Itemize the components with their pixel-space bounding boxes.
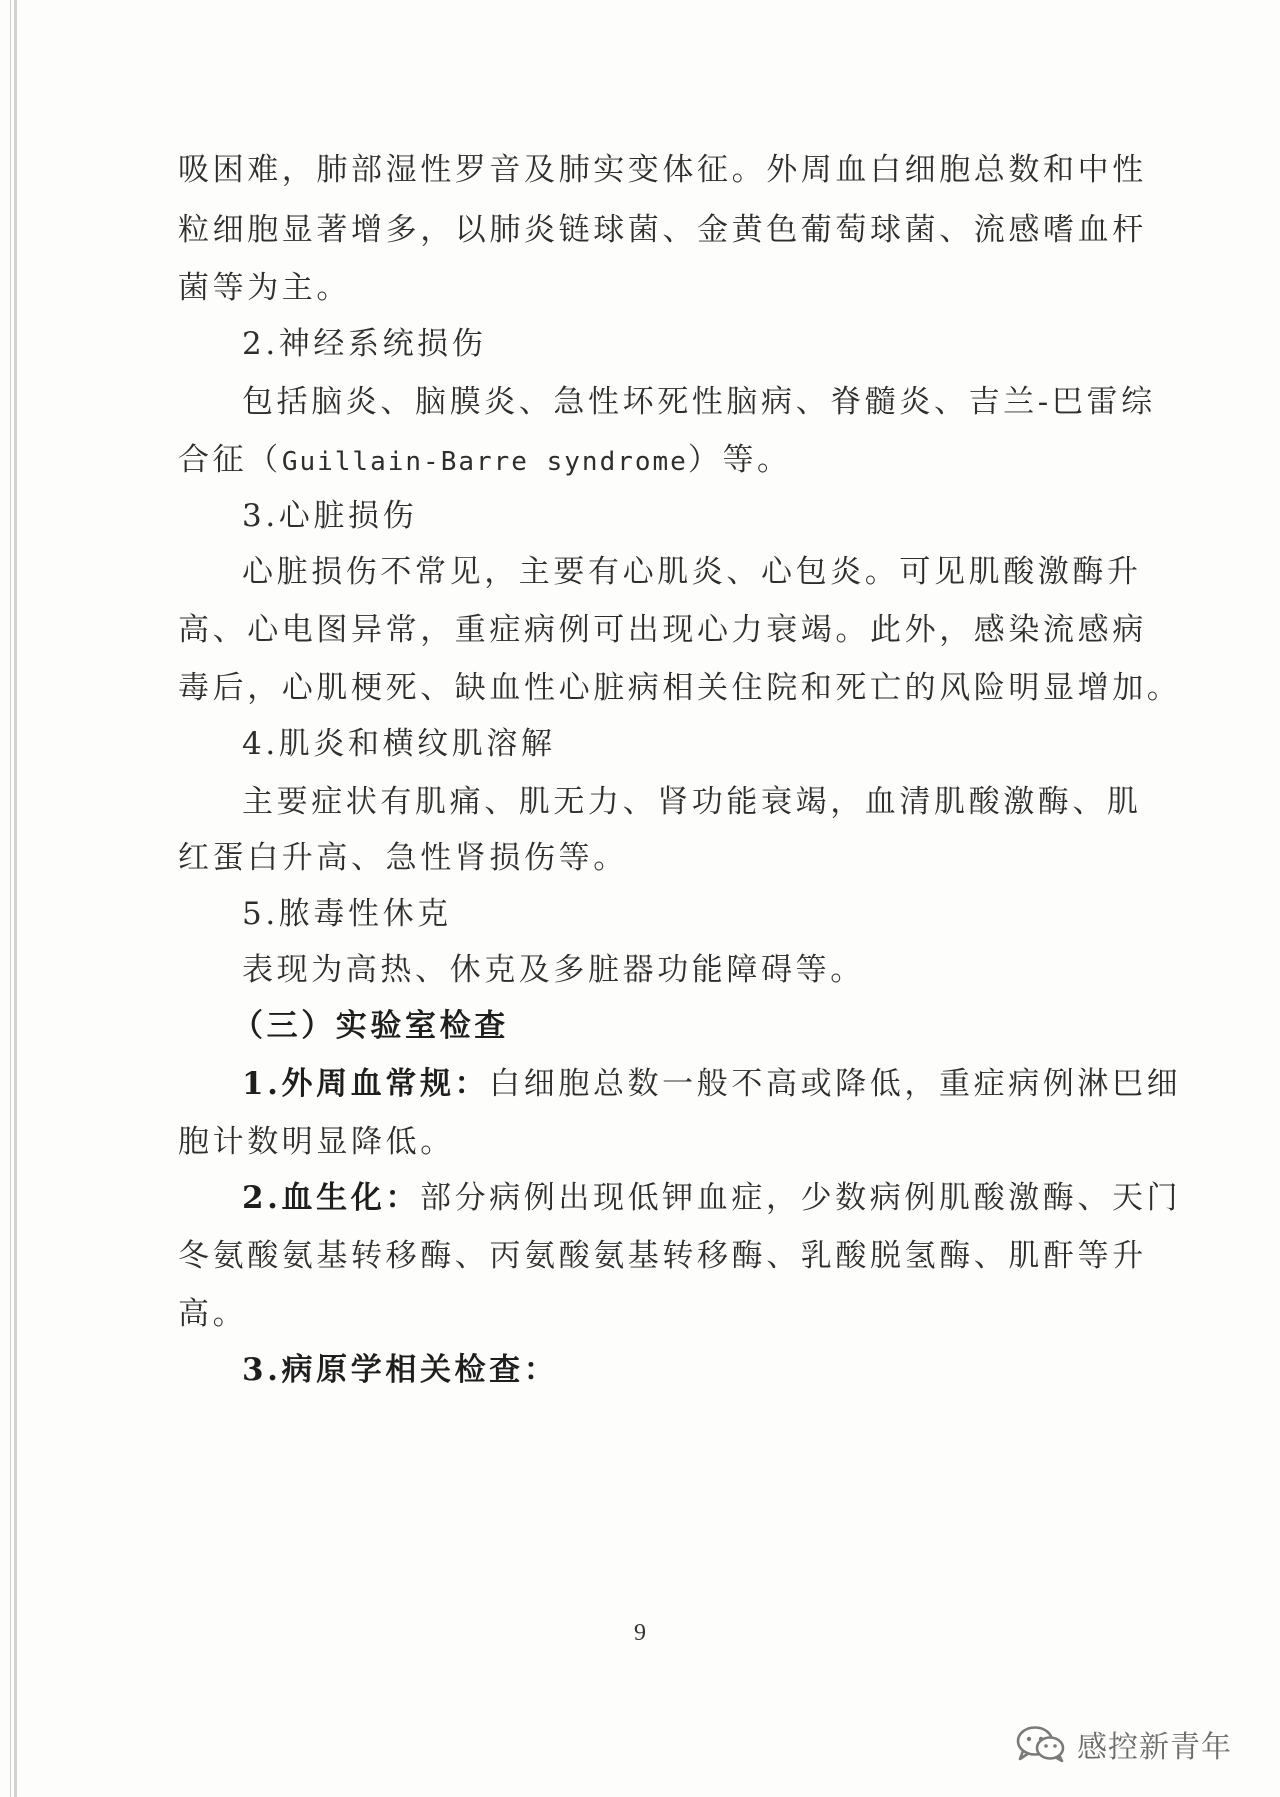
- body-line: 高、心电图异常，重症病例可出现心力衰竭。此外，感染流感病: [178, 612, 1147, 648]
- item-label: 2.血生化：: [242, 1180, 420, 1216]
- section-heading: 3.心脏损伤: [242, 498, 418, 534]
- item-text: 白细胞总数一般不高或降低，重症病例淋巴细: [489, 1066, 1182, 1102]
- body-line: 表现为高热、休克及多脏器功能障碍等。: [242, 952, 865, 988]
- body-line: [178, 440, 792, 482]
- body-line: 主要症状有肌痛、肌无力、肾功能衰竭，血清肌酸激酶、肌: [242, 784, 1142, 820]
- section-heading: 5.脓毒性休克: [242, 896, 452, 932]
- scan-edge: [14, 0, 17, 1797]
- section-heading: 4.肌炎和横纹肌溶解: [242, 726, 556, 762]
- body-line: [242, 1064, 1181, 1104]
- line-suffix: ）等。: [687, 442, 792, 478]
- section-heading: 2.神经系统损伤: [242, 326, 487, 362]
- body-line: 吸困难，肺部湿性罗音及肺实变体征。外周血白细胞总数和中性: [178, 152, 1147, 188]
- scan-edge-inner: [10, 0, 11, 1797]
- body-line: 毒后，心肌梗死、缺血性心脏病相关住院和死亡的风险明显增加。: [178, 670, 1182, 706]
- watermark: [1015, 1722, 1232, 1766]
- body-line: 红蛋白升高、急性肾损伤等。: [178, 840, 628, 876]
- item-text: 部分病例出现低钾血症，少数病例肌酸激酶、天门: [419, 1180, 1182, 1216]
- line-prefix: 合征（: [178, 442, 282, 478]
- subsection-heading: （三）实验室检查: [232, 1008, 509, 1044]
- page-number: 9: [634, 1620, 646, 1646]
- body-line: 高。: [178, 1296, 248, 1332]
- wechat-icon: [1015, 1724, 1067, 1764]
- watermark-text: 感控新青年: [1077, 1730, 1232, 1765]
- body-line: [242, 1178, 1181, 1218]
- body-line: 菌等为主。: [178, 270, 351, 306]
- body-line: 心脏损伤不常见，主要有心肌炎、心包炎。可见肌酸激酶升: [242, 554, 1142, 590]
- latin-term: Guillain-Barre syndrome: [281, 447, 688, 477]
- body-line: 包括脑炎、脑膜炎、急性坏死性脑病、脊髓炎、吉兰-巴雷综: [242, 384, 1156, 420]
- item-label: 1.外周血常规：: [242, 1066, 490, 1102]
- body-line: 粒细胞显著增多，以肺炎链球菌、金黄色葡萄球菌、流感嗜血杆: [178, 212, 1147, 248]
- body-line: 胞计数明显降低。: [178, 1124, 455, 1160]
- body-line: 冬氨酸氨基转移酶、丙氨酸氨基转移酶、乳酸脱氢酶、肌酐等升: [178, 1238, 1147, 1274]
- item-heading: 3.病原学相关检查：: [242, 1352, 559, 1388]
